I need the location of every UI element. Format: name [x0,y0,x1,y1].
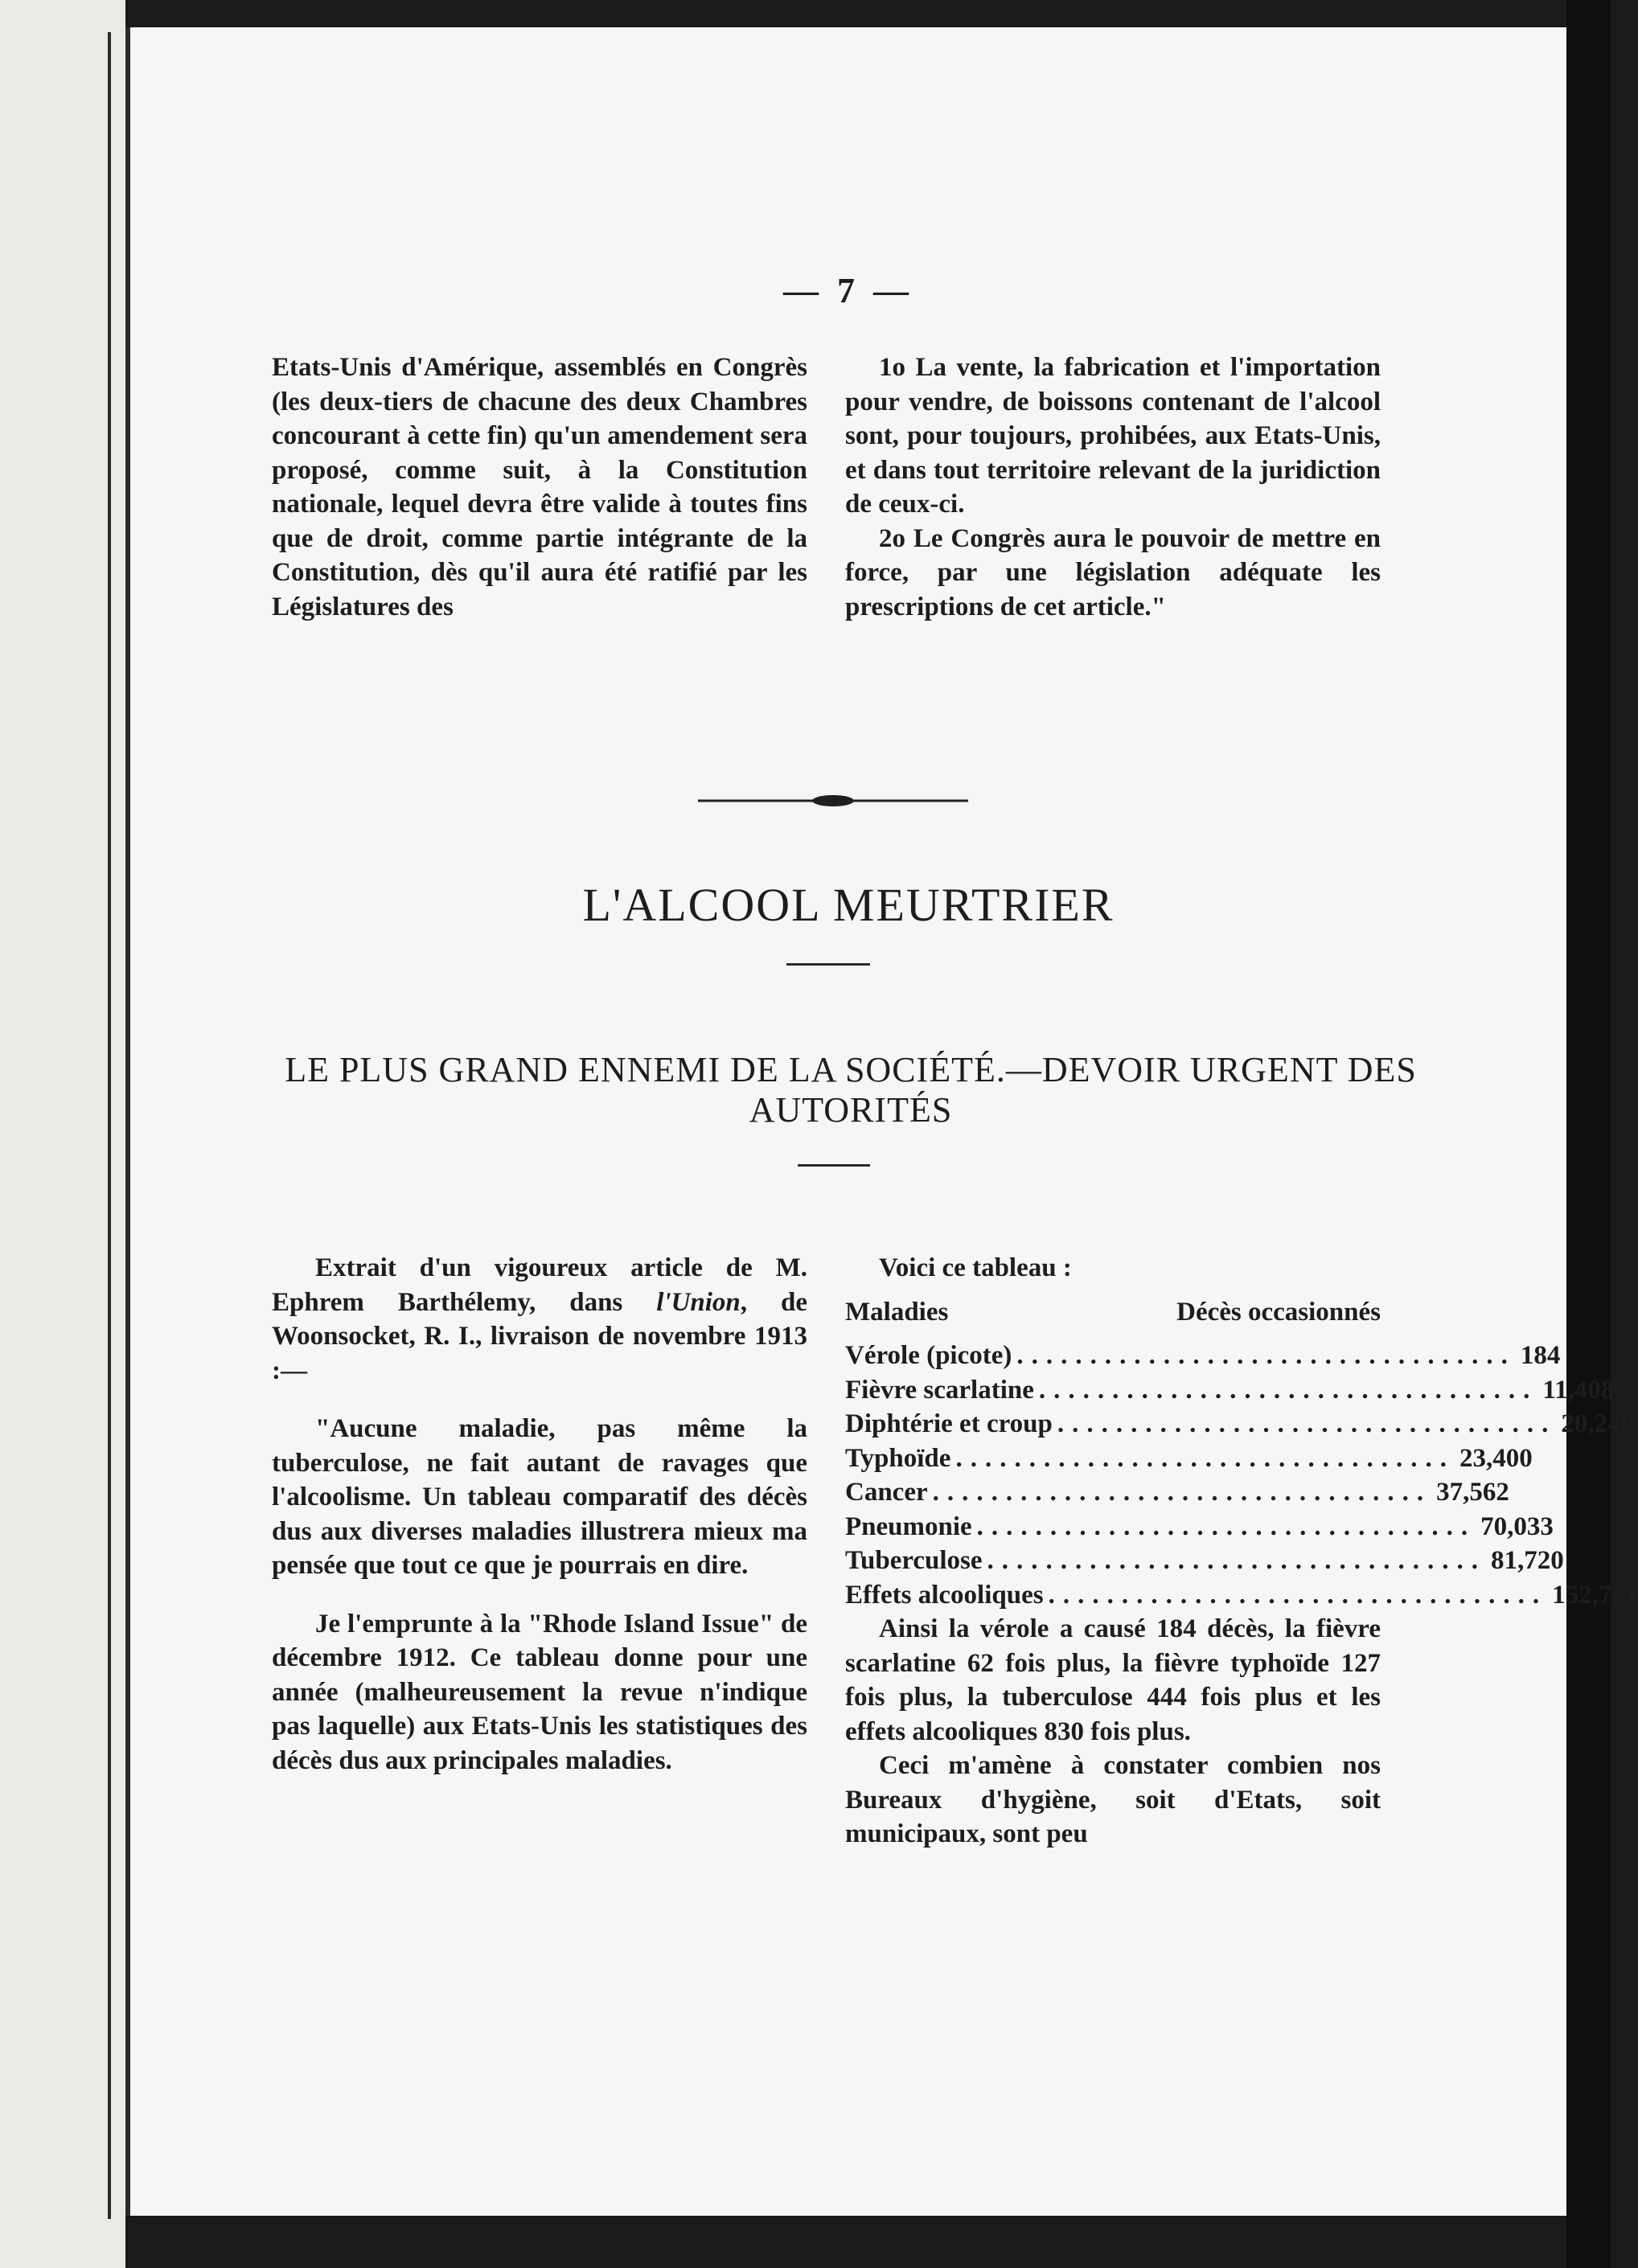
intro-text-1: Extrait d'un vigoureux article de M. Ephrem Barthélemy, dans [272,1253,807,1317]
top-left-paragraph: Etats-Unis d'Amérique, assemblés en Congrès (les deux-tiers de chacune des deux Chambres concourant à cette fin) qu'un amendement sera proposé, comme suit, à la Constitution nationale, lequel devra être valide à toutes fins que de droit, comme partie intégrante de la Constitution, dès qu'il aura été ratifié par les Législatures des [272,353,807,621]
table-row: Fièvre scarlatine .................................. 11,408 [845,1375,1615,1405]
article-subtitle: LE PLUS GRAND ENNEMI DE LA SOCIÉTÉ.—DEVOIR URGENT DES AUTORITÉS [285,1050,1417,1130]
table-row: Pneumonie .................................. 70,033 [845,1511,1554,1541]
table-row: Tuberculose .................................. 81,720 [845,1546,1564,1575]
page-number: — 7 — [783,271,913,310]
table-row: Typhoïde .................................. 23,400 [845,1443,1533,1473]
scan-border-right [1566,0,1611,2268]
source-paragraph: Je l'emprunte à la "Rhode Island Issue" de décembre 1912. Ce tableau donne pour une année (malheureusement la revue n'indique pas laquelle) aux Etats-Unis les statistiques des décès dus aux principales maladies. [272,1609,807,1775]
article-clause-1: 1o La vente, la fabrication et l'importation pour vendre, de boissons contenant de l'alcool sont, pour toujours, prohibées, aux Etats-Unis, et dans tout territoire relevant de la juridiction de ceux-ci. [845,353,1381,519]
intro-paragraph [272,1251,807,1388]
title-rule [786,963,870,966]
table-row: Cancer .................................. 37,562 [845,1478,1509,1507]
mortality-table [845,1339,1638,1612]
article-clause-2: 2o Le Congrès aura le pouvoir de mettre en force, par une législation adéquate les prescriptions de cet article." [845,523,1381,621]
table-row: Vérole (picote) .................................. 184 [845,1341,1561,1370]
top-left-column [272,351,807,624]
comparison-paragraph: Ainsi la vérole a causé 184 décès, la fièvre scarlatine 62 fois plus, la fièvre typhoïde 127 fois plus, la tuberculose 444 fois plus et les effets alcooliques 830 fois plus. [845,1614,1381,1746]
conclusion-paragraph: Ceci m'amène à constater combien nos Bureaux d'hygiène, soit d'Etats, soit municipaux, sont peu [845,1751,1381,1848]
bottom-left-column [272,1251,807,1802]
header-diseases: Maladies [845,1297,949,1327]
quote-paragraph: "Aucune maladie, pas même la tuberculose, ne fait autant de ravages que l'alcoolisme. Un tableau comparatif des décès dus aux diverses maladies illustrera mieux ma pensée que tout ce que je pourrais en dire. [272,1414,807,1580]
newspaper-name: l'Union [656,1287,741,1317]
article-title: L'ALCOOL MEURTRIER [582,879,1115,931]
ornamental-divider [698,791,968,810]
header-deaths: Décès occasionnés [1176,1297,1381,1327]
table-row: Effets alcooliques .................................. 152,781 [845,1580,1638,1610]
bottom-right-column [845,1251,1638,1852]
intro-text-2: , de Woonsocket, R. I., livraison de novembre 1913 :— [272,1287,807,1385]
subtitle-rule [798,1164,870,1167]
table-intro: Voici ce tableau : [879,1253,1072,1282]
adjacent-page-edge [0,0,125,2268]
table-header [845,1295,1381,1330]
top-right-column [845,351,1381,624]
document-page [125,27,1638,2216]
table-row: Diphtérie et croup .................................. 20,240 [845,1409,1635,1438]
binding-line [108,32,111,2219]
